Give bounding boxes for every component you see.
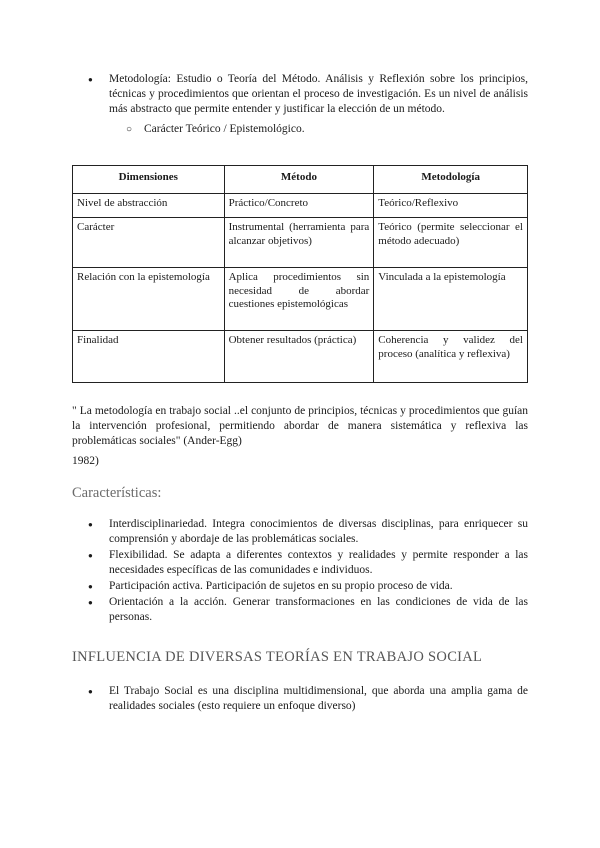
comparison-table bbox=[72, 165, 528, 383]
table-cell: Relación con la epistemología bbox=[73, 268, 225, 331]
table-cell: Teórico/Reflexivo bbox=[374, 194, 528, 218]
quote-paragraph: " La metodología en trabajo social ..el conjunto de principios, técnicas y procedimientos que guían la intervención profesional, permitiendo abordar de manera sistemática y reflexiva las problemáticas sociales" (Ander-Egg) bbox=[72, 405, 528, 447]
table-row bbox=[73, 268, 528, 331]
header-metodologia: Metodología bbox=[374, 166, 528, 194]
table-cell: Vinculada a la epistemología bbox=[374, 268, 528, 331]
intro-list bbox=[76, 72, 528, 117]
table-header-row bbox=[73, 166, 528, 194]
list-item: ● Participación activa. Participación de sujetos en su propio proceso de vida. bbox=[76, 579, 528, 594]
characteristics-list bbox=[76, 517, 528, 626]
table-cell: Teórico (permite seleccionar el método adecuado) bbox=[374, 218, 528, 268]
sub-bullet-text: Carácter Teórico / Epistemológico. bbox=[144, 123, 305, 135]
list-item: ● Orientación a la acción. Generar transformaciones en las condiciones de vida de las personas. bbox=[76, 595, 528, 625]
characteristics-heading: Características: bbox=[72, 485, 162, 501]
table-cell: Carácter bbox=[73, 218, 225, 268]
table-row bbox=[73, 194, 528, 218]
table-row bbox=[73, 218, 528, 268]
quote-year: 1982) bbox=[72, 455, 99, 467]
header-metodo: Método bbox=[224, 166, 374, 194]
table-cell: Nivel de abstracción bbox=[73, 194, 225, 218]
table-cell: Finalidad bbox=[73, 331, 225, 383]
sub-bullet bbox=[126, 122, 526, 137]
table-cell: Práctico/Concreto bbox=[224, 194, 374, 218]
table-cell: Coherencia y validez del proceso (analítica y reflexiva) bbox=[374, 331, 528, 383]
table-cell: Aplica procedimientos sin necesidad de abordar cuestiones epistemológicas bbox=[224, 268, 374, 331]
influence-heading: INFLUENCIA DE DIVERSAS TEORÍAS EN TRABAJO SOCIAL bbox=[72, 649, 483, 665]
table-cell: Obtener resultados (práctica) bbox=[224, 331, 374, 383]
table-cell: Instrumental (herramienta para alcanzar objetivos) bbox=[224, 218, 374, 268]
list-item: ● Interdisciplinariedad. Integra conocimientos de diversas disciplinas, para enriquecer su comprensión y abordaje de las problemáticas sociales. bbox=[76, 517, 528, 547]
list-item: ● Flexibilidad. Se adapta a diferentes contextos y realidades y permite responder a las necesidades específicas de las comunidades e individuos. bbox=[76, 548, 528, 578]
list-item: ● El Trabajo Social es una disciplina multidimensional, que aborda una amplia gama de realidades sociales (esto requiere un enfoque diverso) bbox=[76, 684, 528, 714]
header-dimensiones: Dimensiones bbox=[73, 166, 225, 194]
intro-bullet: ● Metodología: Estudio o Teoría del Método. Análisis y Reflexión sobre los principios, técnicas y procedimientos que orientan el proceso de investigación. Es un nivel de análisis más abstracto que permite entender y justificar la elección de un método. bbox=[76, 72, 528, 117]
table-row bbox=[73, 331, 528, 383]
influence-list bbox=[76, 684, 528, 714]
